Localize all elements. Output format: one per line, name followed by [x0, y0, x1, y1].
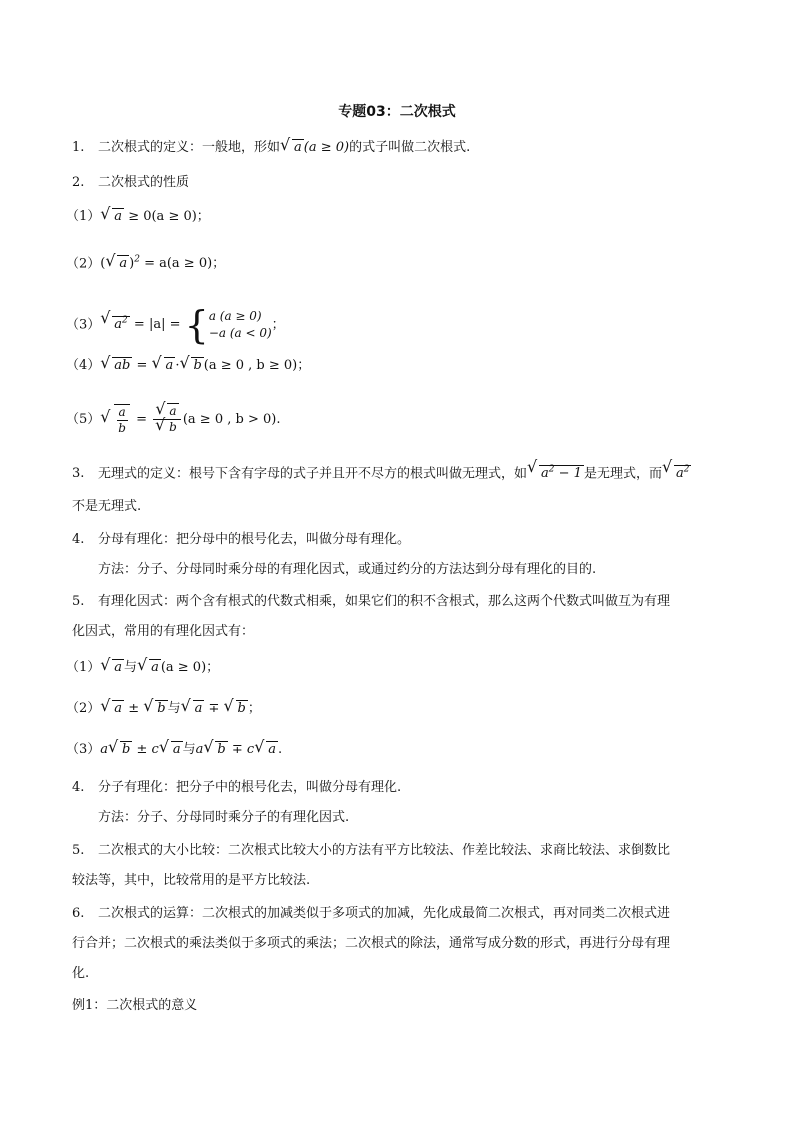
section-2-heading: 2. 二次根式的性质	[72, 175, 190, 190]
section-8-continued-2: 化.	[72, 966, 90, 981]
property-3: （3）√ $a^2 = |a|$ = { a (a ≥ 0) −a (a < 0) ；	[66, 302, 285, 344]
factor-3: （3）a√ b ± c√ a 与a√ b ∓ c√ a .	[66, 740, 282, 760]
section-5-continued: 化因式，常用的有理化因式有：	[72, 624, 255, 639]
section-4-denominator: 4. 分母有理化：把分母中的根号化去，叫做分母有理化。	[72, 532, 411, 547]
property-4: （4）√ ab = √ a ·√ b (a ≥ 0 , b ≥ 0)；	[66, 356, 310, 376]
section-6-method: 方法：分子、分母同时乘分子的有理化因式.	[98, 810, 350, 825]
section-7-compare: 5. 二次根式的大小比较：二次根式比较大小的方法有平方比较法、作差比较法、求商比较法、求倒数比	[72, 843, 671, 858]
section-8-continued: 行合并；二次根式的乘法类似于多项式的乘法；二次根式的除法，通常写成分数的形式，再进行分母有理	[72, 936, 671, 951]
property-5: （5） √ $\frac{a}{b}$ = √ a √ b (a ≥ 0 , b > 0).	[66, 400, 280, 440]
section-5-factor: 5. 有理化因式：两个含有根式的代数式相乘，如果它们的积不含根式，那么这两个代数式叫做互为有理	[72, 594, 671, 609]
section-4-method: 方法：分子、分母同时乘分母的有理化因式，或通过约分的方法达到分母有理化的目的.	[98, 562, 597, 577]
property-1: （1）√ a ≥ 0(a ≥ 0)；	[66, 207, 210, 227]
factor-1: （1）√ a 与√ a (a ≥ 0)；	[66, 658, 219, 678]
section-7-continued: 较法等，其中，比较常用的是平方比较法.	[72, 873, 311, 888]
section-6-numerator: 4. 分子有理化：把分子中的根号化去，叫做分母有理化.	[72, 780, 402, 795]
page-title: 专题03：二次根式	[338, 104, 456, 120]
section-8-operations: 6. 二次根式的运算：二次根式的加减类似于多项式的加减，先化成最简二次根式，再对同类二次根式进	[72, 906, 671, 921]
section-3-irrational: 3. 无理式的定义：根号下含有字母的式子并且开不尽方的根式叫做无理式，如√ $a^2 - 1$ 是无理式，而√ $a^2$	[72, 460, 691, 484]
section-3-continued: 不是无理式.	[72, 499, 142, 514]
example-1-heading: 例1：二次根式的意义	[72, 998, 198, 1013]
factor-2: （2）√ a ± √ b 与√ a ∓ √ b ；	[66, 699, 261, 719]
section-1-definition: 1. 二次根式的定义：一般地，形如√ a (a ≥ 0)的式子叫做二次根式.	[72, 138, 470, 158]
property-2: （2）(√ a )$^2$ = a(a ≥ 0)；	[66, 250, 225, 274]
